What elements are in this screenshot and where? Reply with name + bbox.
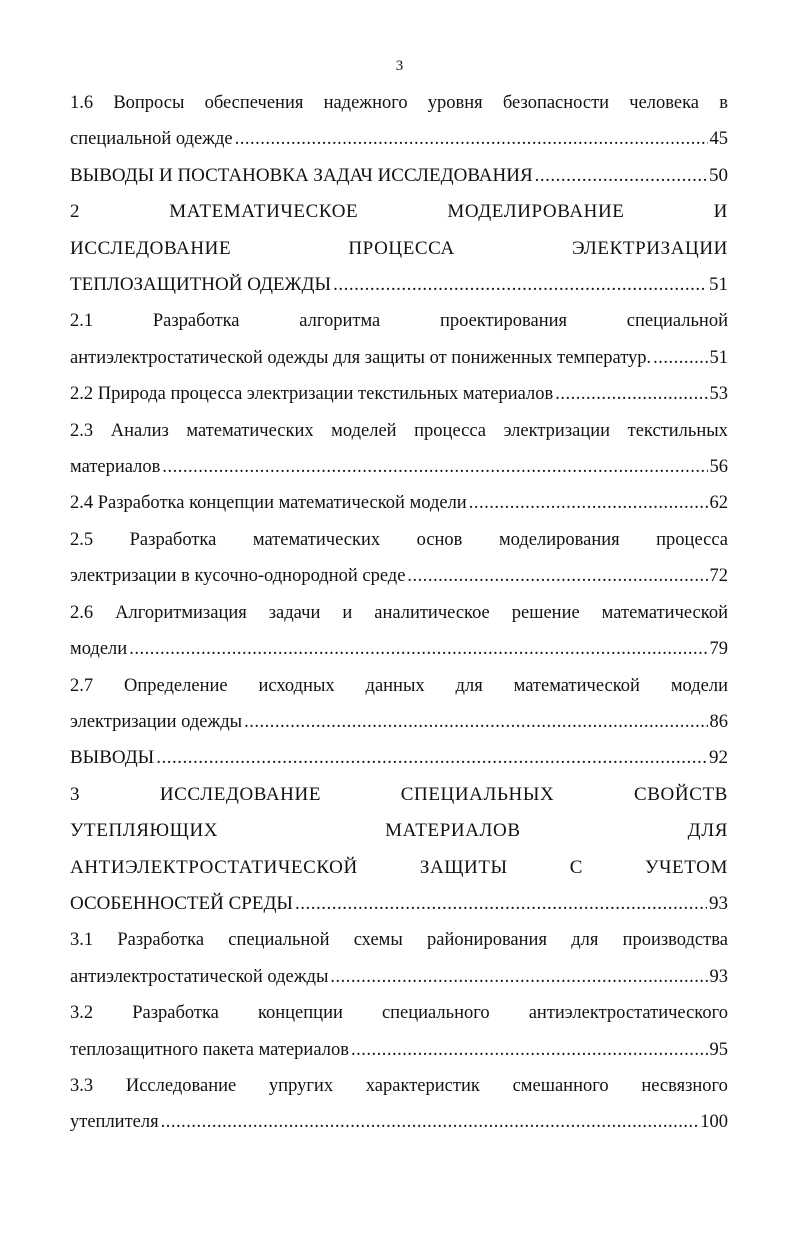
- toc-entry: [70, 413, 728, 486]
- toc-page-number: 45: [709, 129, 728, 150]
- toc-word: несвязного: [641, 1075, 728, 1096]
- toc-word: электризации: [503, 420, 611, 441]
- toc-page-number: 51: [709, 274, 728, 296]
- toc-word: математических: [186, 420, 314, 441]
- toc-page-number: 51: [709, 347, 728, 368]
- table-of-contents: [70, 85, 728, 1141]
- toc-entry-title: антиэлектростатической одежды для защиты от пониженных температур.: [70, 347, 652, 368]
- toc-entry: [70, 485, 728, 521]
- toc-word: 3.1: [70, 930, 94, 951]
- toc-word: схемы: [353, 930, 403, 951]
- toc-word: 2.6: [70, 602, 94, 623]
- toc-word: ЗАЩИТЫ: [419, 856, 508, 878]
- toc-word: для: [571, 930, 599, 951]
- toc-entry-title: специальной одежде: [70, 129, 233, 150]
- toc-entry-line: [70, 777, 728, 813]
- toc-entry-title: модели: [70, 639, 128, 660]
- toc-entry-title: антиэлектростатической одежды: [70, 966, 329, 987]
- toc-entry-line: [70, 668, 728, 704]
- toc-word: специального: [381, 1003, 490, 1024]
- toc-word: для: [455, 675, 483, 696]
- toc-page-number: 62: [709, 493, 728, 514]
- toc-entry-final-line: [70, 886, 728, 922]
- dot-leader: [555, 376, 707, 412]
- toc-entry: [70, 194, 728, 303]
- toc-word: Разработка: [132, 1003, 219, 1024]
- toc-page-number: 93: [709, 892, 728, 914]
- toc-entry-line: [70, 194, 728, 230]
- toc-word: в: [719, 93, 728, 113]
- toc-word: уровня: [427, 93, 483, 113]
- toc-entry: [70, 740, 728, 776]
- toc-entry-title: электризации в кусочно-однородной среде: [70, 566, 406, 587]
- toc-page-number: 95: [709, 1039, 728, 1060]
- toc-page-number: 86: [709, 711, 728, 732]
- toc-page-number: 93: [709, 966, 728, 987]
- toc-word: обеспечения: [204, 93, 304, 113]
- toc-word: концепции: [257, 1003, 343, 1024]
- dot-leader: [156, 740, 707, 776]
- toc-word: и: [342, 602, 353, 623]
- toc-entry-line: [70, 595, 728, 631]
- toc-entry-line: [70, 1068, 728, 1104]
- toc-entry-line: [70, 413, 728, 449]
- dot-leader: [162, 449, 707, 485]
- toc-word: основ: [416, 529, 463, 550]
- toc-word: УЧЕТОМ: [645, 856, 728, 878]
- toc-entry: [70, 376, 728, 412]
- toc-word: МАТЕРИАЛОВ: [385, 820, 521, 842]
- dot-leader: [161, 1104, 699, 1140]
- toc-word: человека: [629, 93, 700, 113]
- toc-word: данных: [365, 675, 425, 696]
- toc-entry-final-line: [70, 267, 728, 303]
- toc-word: 2: [70, 201, 81, 223]
- toc-entry-line: [70, 85, 728, 121]
- toc-word: упругих: [268, 1075, 334, 1096]
- toc-word: 2.1: [70, 311, 94, 332]
- dot-leader: [330, 959, 707, 995]
- dot-leader: [235, 121, 708, 157]
- toc-word: Анализ: [110, 420, 169, 441]
- toc-word: надежного: [323, 93, 408, 113]
- toc-entry: [70, 303, 728, 376]
- toc-word: МОДЕЛИРОВАНИЕ: [447, 201, 625, 223]
- toc-entry-final-line: [70, 121, 728, 157]
- toc-word: алгоритма: [299, 311, 381, 332]
- toc-entry-final-line: [70, 959, 728, 995]
- toc-page-number: 92: [709, 747, 728, 769]
- toc-entry-final-line: [70, 340, 728, 376]
- toc-entry-final-line: [70, 1104, 728, 1140]
- toc-word: 2.7: [70, 675, 94, 696]
- toc-word: безопасности: [502, 93, 610, 113]
- toc-word: модели: [670, 675, 728, 696]
- toc-entry: [70, 777, 728, 923]
- toc-page-number: 53: [709, 384, 728, 405]
- page-number: 3: [395, 58, 404, 74]
- toc-entry: [70, 522, 728, 595]
- toc-word: решение: [511, 602, 580, 623]
- toc-word: Разработка: [129, 529, 217, 550]
- toc-word: специальной: [626, 311, 728, 332]
- dot-leader: [407, 558, 707, 594]
- toc-entry-title: ВЫВОДЫ И ПОСТАНОВКА ЗАДАЧ ИССЛЕДОВАНИЯ: [70, 164, 533, 186]
- toc-entry: [70, 158, 728, 194]
- toc-word: Алгоритмизация: [115, 602, 247, 623]
- toc-word: Определение: [124, 675, 228, 696]
- toc-entry-title: материалов: [70, 457, 161, 478]
- toc-word: 1.6: [70, 93, 94, 113]
- toc-page-number: 100: [700, 1112, 728, 1133]
- toc-word: ПРОЦЕССА: [348, 237, 455, 259]
- toc-entry-title: утеплителя: [70, 1112, 159, 1133]
- toc-word: текстильных: [627, 420, 728, 441]
- toc-word: специальной: [228, 930, 330, 951]
- toc-word: СПЕЦИАЛЬНЫХ: [400, 783, 555, 805]
- toc-word: характеристик: [365, 1075, 480, 1096]
- toc-page-number: 50: [709, 164, 728, 186]
- dot-leader: [244, 704, 707, 740]
- dot-leader: [333, 267, 707, 303]
- toc-entry-line: [70, 303, 728, 339]
- toc-word: исходных: [258, 675, 335, 696]
- toc-word: смешанного: [512, 1075, 609, 1096]
- toc-word: ДЛЯ: [687, 820, 728, 842]
- toc-entry-final-line: [70, 158, 728, 194]
- toc-word: математических: [252, 529, 381, 550]
- toc-word: Разработка: [117, 930, 205, 951]
- toc-word: УТЕПЛЯЮЩИХ: [70, 820, 219, 842]
- dot-leader: [653, 340, 707, 376]
- toc-entry-final-line: [70, 740, 728, 776]
- toc-word: СВОЙСТВ: [634, 783, 728, 805]
- toc-entry-title: ВЫВОДЫ: [70, 747, 155, 769]
- toc-entry-final-line: [70, 558, 728, 594]
- toc-word: моделей: [331, 420, 397, 441]
- toc-word: Исследование: [125, 1075, 237, 1096]
- toc-entry-final-line: [70, 1032, 728, 1068]
- toc-page-number: 79: [709, 639, 728, 660]
- toc-entry-final-line: [70, 376, 728, 412]
- toc-word: антиэлектростатического: [528, 1003, 728, 1024]
- toc-entry-line: [70, 231, 728, 267]
- toc-word: математической: [601, 602, 728, 623]
- toc-word: 3: [70, 783, 81, 805]
- toc-word: МАТЕМАТИЧЕСКОЕ: [169, 201, 359, 223]
- toc-word: процесса: [656, 529, 728, 550]
- toc-entry: [70, 85, 728, 158]
- toc-entry: [70, 922, 728, 995]
- toc-entry-line: [70, 995, 728, 1031]
- toc-entry-title: теплозащитного пакета материалов: [70, 1039, 349, 1060]
- toc-entry-line: [70, 922, 728, 958]
- toc-entry: [70, 995, 728, 1068]
- toc-word: аналитическое: [374, 602, 490, 623]
- toc-word: задачи: [268, 602, 321, 623]
- toc-word: ЭЛЕКТРИЗАЦИИ: [571, 237, 728, 259]
- toc-word: процесса: [414, 420, 486, 441]
- toc-word: 2.5: [70, 529, 94, 550]
- toc-word: 3.2: [70, 1003, 94, 1024]
- toc-word: 2.3: [70, 420, 94, 441]
- dot-leader: [535, 158, 707, 194]
- toc-entry-final-line: [70, 449, 728, 485]
- toc-entry-title: 2.2 Природа процесса электризации текстильных материалов: [70, 384, 554, 405]
- toc-word: 3.3: [70, 1075, 94, 1096]
- toc-entry-title: ОСОБЕННОСТЕЙ СРЕДЫ: [70, 892, 293, 914]
- toc-word: проектирования: [439, 311, 568, 332]
- toc-word: С: [569, 856, 584, 878]
- dot-leader: [129, 631, 707, 667]
- toc-word: Разработка: [152, 311, 240, 332]
- toc-word: ИССЛЕДОВАНИЕ: [159, 783, 322, 805]
- dot-leader: [351, 1032, 708, 1068]
- toc-entry: [70, 668, 728, 741]
- toc-word: Вопросы: [113, 93, 185, 113]
- toc-entry-final-line: [70, 631, 728, 667]
- toc-entry-line: [70, 850, 728, 886]
- toc-entry: [70, 1068, 728, 1141]
- toc-entry: [70, 595, 728, 668]
- dot-leader: [295, 886, 707, 922]
- toc-word: районирования: [427, 930, 547, 951]
- toc-page-number: 56: [709, 457, 728, 478]
- toc-entry-title: электризации одежды: [70, 711, 243, 732]
- toc-word: И: [713, 201, 728, 223]
- toc-entry-line: [70, 813, 728, 849]
- toc-word: моделирования: [498, 529, 620, 550]
- toc-entry-title: 2.4 Разработка концепции математической модели: [70, 493, 467, 514]
- toc-entry-line: [70, 522, 728, 558]
- toc-word: ИССЛЕДОВАНИЕ: [70, 237, 232, 259]
- toc-word: АНТИЭЛЕКТРОСТАТИЧЕСКОЙ: [70, 856, 358, 878]
- dot-leader: [469, 485, 708, 521]
- toc-page-number: 72: [709, 566, 728, 587]
- toc-word: математической: [513, 675, 640, 696]
- toc-entry-final-line: [70, 485, 728, 521]
- toc-entry-final-line: [70, 704, 728, 740]
- toc-entry-title: ТЕПЛОЗАЩИТНОЙ ОДЕЖДЫ: [70, 274, 332, 296]
- toc-word: производства: [622, 930, 728, 951]
